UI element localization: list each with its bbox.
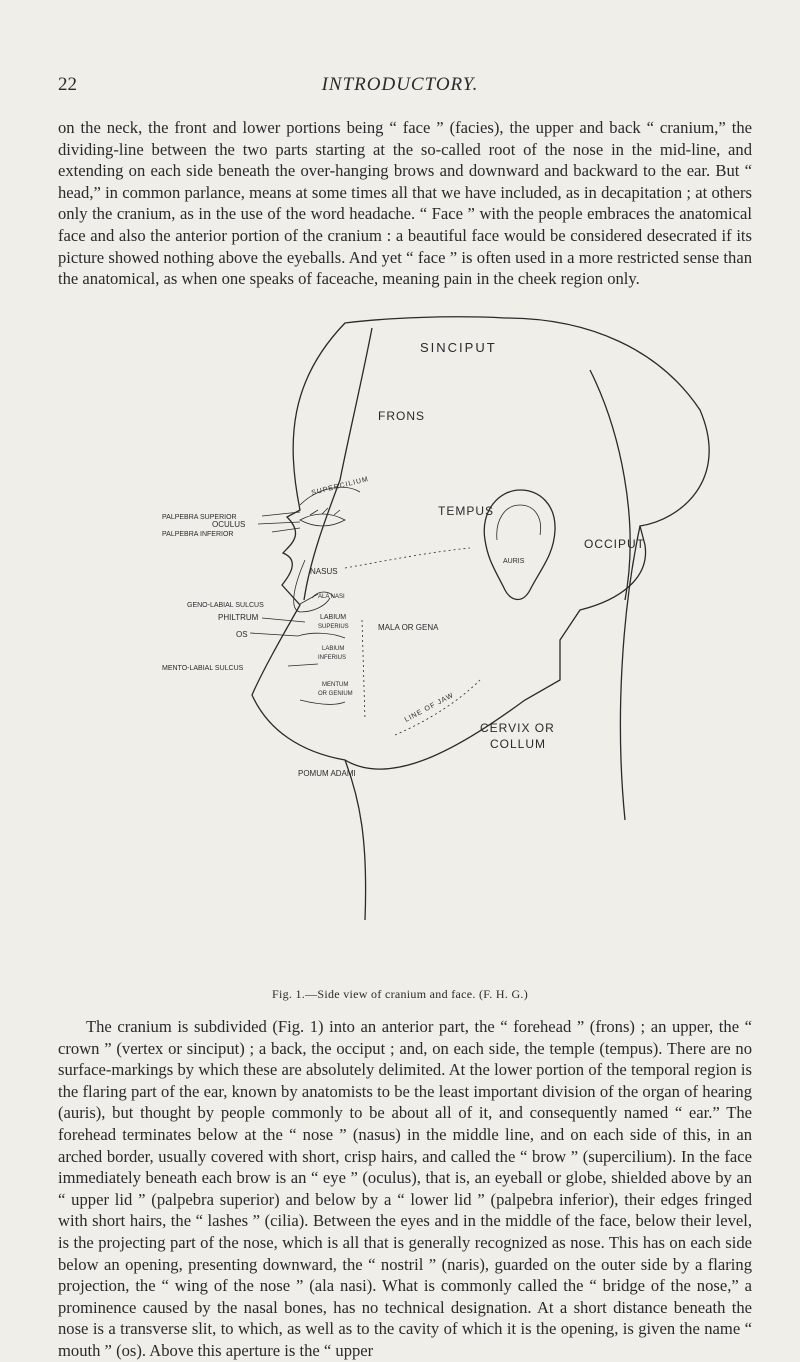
eyebrow (300, 487, 360, 505)
label-inferius: INFERIUS (318, 655, 347, 661)
label-mala-or-gena: MALA OR GENA (378, 623, 439, 632)
nose-outline (294, 560, 330, 612)
label-pomum-adami: POMUM ADAMI (298, 769, 356, 778)
eye (300, 514, 345, 526)
paragraph-1: on the neck, the front and lower portions being “ face ” (facies), the upper and back “ cranium,” the dividing-line between the two parts starting at the so-called root of the nose in the mid-line, and extending on each side beneath the over-hanging brows and downward and backward to the ear. But “ head,” in common parlance, means at some times all that we have included, as in decapitation ; at others only the cranium, as in the use of the word headache. “ Face ” with the people embraces the anatomical face and also the anterior portion of the cranium : a beautiful face would be considered desecrated if its picture showed nothing above the eyeballs. And yet “ face ” is often used in a more restricted sense than the anatomical, as when one speaks of faceache, meaning pain in the cheek region only. (58, 118, 752, 289)
label-line-of-jaw: LINE OF JAW (403, 691, 456, 724)
label-tempus: TEMPUS (438, 504, 495, 518)
label-oculus: OCULUS (212, 520, 246, 529)
throat-line (345, 760, 366, 920)
label-mento-labial-sulcus: MENTO-LABIAL SULCUS (162, 665, 244, 672)
leader-philtrum (262, 618, 305, 622)
label-labium-2: LABIUM (322, 646, 345, 652)
ala-nasi (312, 592, 334, 598)
label-labium: LABIUM (320, 614, 347, 621)
leader-mento-labial (288, 664, 318, 666)
label-ala-nasi: ALA NASI (318, 594, 345, 600)
mouth-line (298, 633, 345, 638)
label-supercilium: SUPERCILIUM (310, 475, 370, 497)
jaw-line (395, 680, 480, 735)
label-palpebra-superior: PALPEBRA SUPERIOR (162, 514, 237, 521)
leader-palpebra-inf (272, 528, 300, 532)
paragraph-2: The cranium is subdivided (Fig. 1) into an anterior part, the “ forehead ” (frons) ; an upper, the “ crown ” (vertex or sinciput) ; a back, the occiput ; and, on each side, the temple (tempus). There are no surface-markings by which these are absolutely delimited. At the lower portion of the temporal region is the flaring part of the ear, known by anatomists to be the least important division of the organ of hearing (auris), but thought by people commonly to be about all of it, and consequently named “ ear.” The forehead terminates below at the “ nose ” (nasus) in the middle line, and on each side of this, in an arched border, usually covered with short, crisp hairs, and called the “ brow ” (supercilium). In the face immediately beneath each brow is an “ eye ” (oculus), that is, an eyeball or globe, shielded above by an “ upper lid ” (palpebra superior) and below by a “ lower lid ” (palpebra inferior), their edges fringed with short hairs, the “ lashes ” (cilia). Between the eyes and in the middle of the face, below their level, is the projecting part of the nose, which is all that is generally recognized as nose. This has on each side below an opening, presenting downward, the “ nostril ” (naris), guarded on the outer side by a flaring projection, the “ wing of the nose ” (ala nasi). What is commonly called the “ bridge of the nose,” a prominence caused by the nasal bones, has no technical designation. At a short distance beneath the nose is a transverse slit, to which, as well as to the cavity of which it is the opening, is given the name “ mouth ” (os). Above this aperture is the “ upper (58, 1017, 752, 1360)
label-superius: SUPERIUS (318, 624, 349, 630)
label-mentum: MENTUM (322, 682, 349, 688)
leader-os (250, 633, 298, 636)
eye-lash (310, 508, 340, 515)
label-sinciput: SINCIPUT (420, 340, 497, 355)
ear (484, 490, 555, 599)
label-or-genium: OR GENIUM (318, 691, 353, 697)
frons-line (304, 328, 372, 600)
leader-oculus (258, 522, 300, 524)
page-header (0, 74, 800, 104)
label-collum: COLLUM (490, 737, 547, 751)
label-nasus: NASUS (310, 567, 338, 576)
label-geno-labial-sulcus: GENO-LABIAL SULCUS (187, 602, 264, 609)
label-os: OS (236, 630, 248, 639)
running-title: INTRODUCTORY. (321, 74, 479, 95)
leader-geno-labial (300, 594, 318, 604)
label-palpebra-inferior: PALPEBRA INFERIOR (162, 531, 234, 538)
chin-line (300, 700, 345, 704)
ear-inner (497, 505, 541, 540)
leader-palpebra-sup (262, 512, 300, 516)
label-auris: AURIS (503, 558, 525, 565)
label-frons: FRONS (378, 409, 425, 423)
neck-back (620, 526, 640, 820)
label-occiput: OCCIPUT (584, 537, 645, 551)
head-outline (252, 317, 709, 769)
figure-caption: Fig. 1.—Side view of cranium and face. (F. H. G.) (271, 987, 529, 1001)
nasus-dotted (345, 548, 470, 568)
label-cervix-or: CERVIX OR (480, 721, 555, 735)
page-number: 22 (58, 74, 77, 95)
label-philtrum: PHILTRUM (218, 613, 259, 622)
lip-dotted (362, 620, 365, 720)
occiput-line (590, 370, 630, 600)
